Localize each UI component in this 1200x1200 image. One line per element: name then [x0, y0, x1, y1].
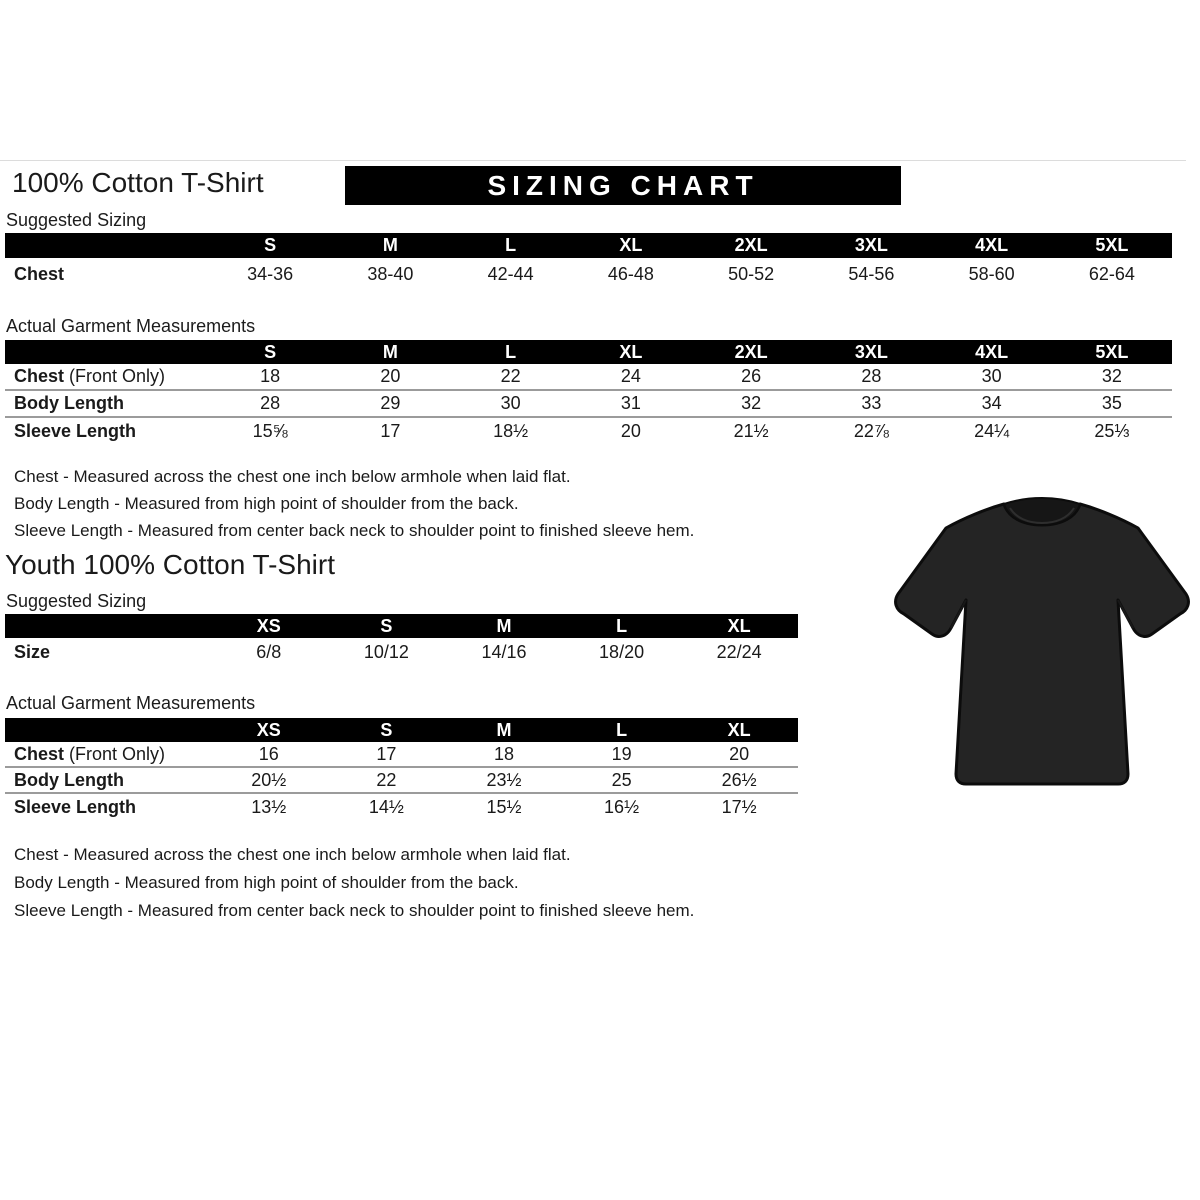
row-label: Sleeve Length — [14, 421, 137, 441]
youth-suggested-header-row — [5, 614, 798, 638]
measurement-value: 30 — [981, 366, 1002, 386]
size-col-header: S — [380, 615, 393, 636]
size-col-header: L — [505, 341, 517, 362]
measurement-value: 58-60 — [968, 264, 1015, 284]
size-col-header: M — [496, 719, 512, 740]
sizing-chart-banner: SIZING CHART — [345, 166, 901, 205]
size-col-header: XS — [256, 615, 281, 636]
measurement-value: 21½ — [733, 421, 769, 441]
row-label: Chest (Front Only) — [14, 743, 166, 764]
chest-note: Chest - Measured across the chest one inch below armhole when laid flat. — [14, 845, 571, 864]
adult-suggested-section-label: Suggested Sizing — [6, 210, 147, 230]
adult-garment-section-label: Actual Garment Measurements — [6, 316, 256, 336]
adult-suggested-header-row — [5, 233, 1172, 258]
measurement-value: 30 — [500, 393, 521, 413]
measurement-value: 17 — [376, 743, 397, 764]
measurement-value: 46-48 — [607, 264, 654, 284]
size-col-header: 3XL — [854, 341, 888, 362]
measurement-value: 32 — [1101, 366, 1122, 386]
row-label: Body Length — [14, 393, 124, 413]
size-col-header: XL — [619, 341, 643, 362]
top-divider-line — [0, 160, 1186, 161]
size-col-header: M — [382, 235, 398, 255]
measurement-value: 6/8 — [256, 642, 282, 662]
size-col-header: M — [496, 615, 512, 636]
measurement-value: 38-40 — [367, 264, 414, 284]
measurement-value: 33 — [861, 393, 882, 413]
measurement-value: 22 — [500, 366, 521, 386]
measurement-value: 35 — [1101, 393, 1122, 413]
size-col-header: S — [264, 235, 277, 255]
measurement-value: 31 — [620, 393, 641, 413]
measurement-value: 22/24 — [716, 642, 762, 662]
measurement-value: 10/12 — [363, 642, 409, 662]
adult-measure-notes — [14, 463, 694, 544]
row-label: Chest (Front Only) — [14, 366, 166, 386]
measurement-value: 14/16 — [481, 642, 527, 662]
measurement-value: 28 — [861, 366, 882, 386]
youth-size-row — [5, 638, 798, 667]
measurement-value: 18 — [493, 743, 514, 764]
measurement-value: 24 — [620, 366, 641, 386]
measurement-value: 13½ — [251, 796, 287, 817]
measurement-value: 24¼ — [974, 421, 1010, 441]
size-col-header: 3XL — [854, 235, 888, 255]
youth-section-title: Youth 100% Cotton T-Shirt — [5, 549, 335, 580]
size-col-header: 2XL — [734, 341, 768, 362]
measurement-value: 34-36 — [247, 264, 294, 284]
measurement-value: 42-44 — [487, 264, 534, 284]
measurement-value: 62-64 — [1088, 264, 1135, 284]
measurement-value: 26 — [741, 366, 762, 386]
measurement-value: 54-56 — [848, 264, 895, 284]
youth-garment-body-length-row — [5, 768, 798, 794]
size-col-header: L — [505, 235, 517, 255]
measurement-value: 50-52 — [728, 264, 775, 284]
measurement-value: 18 — [260, 366, 281, 386]
size-col-header: XL — [619, 235, 643, 255]
measurement-value: 18½ — [493, 421, 529, 441]
measurement-value: 20 — [380, 366, 401, 386]
measurement-value: 14½ — [368, 796, 404, 817]
measurement-value: 15⅝ — [252, 421, 288, 441]
chest-note: Chest - Measured across the chest one inch below armhole when laid flat. — [14, 467, 571, 486]
measurement-value: 20½ — [251, 769, 287, 790]
adult-garment-header-row — [5, 340, 1172, 364]
size-col-header: XS — [256, 719, 281, 740]
measurement-value: 19 — [611, 743, 632, 764]
size-col-header: 5XL — [1095, 235, 1129, 255]
adult-garment-body-length-row — [5, 391, 1172, 418]
tshirt-body — [896, 504, 1189, 784]
measurement-value: 20 — [729, 743, 750, 764]
size-col-header: 4XL — [975, 341, 1009, 362]
size-col-header: L — [616, 615, 628, 636]
measurement-value: 34 — [981, 393, 1002, 413]
size-col-header: S — [380, 719, 393, 740]
measurement-value: 28 — [260, 393, 281, 413]
measurement-value: 22 — [376, 769, 397, 790]
size-col-header: 4XL — [975, 235, 1009, 255]
measurement-value: 18/20 — [599, 642, 645, 662]
size-col-header: XL — [727, 615, 751, 636]
measurement-value: 16½ — [604, 796, 640, 817]
size-col-header: 2XL — [734, 235, 768, 255]
measurement-value: 25 — [611, 769, 632, 790]
youth-garment-header-row — [5, 718, 798, 742]
measurement-value: 26½ — [721, 769, 757, 790]
page-title: 100% Cotton T-Shirt — [12, 167, 264, 198]
body-length-note: Body Length - Measured from high point of shoulder from the back. — [14, 873, 519, 892]
adult-garment-chest-row — [5, 364, 1172, 391]
size-col-header: XL — [727, 719, 751, 740]
sleeve-length-note: Sleeve Length - Measured from center back neck to shoulder point to finished sleeve hem. — [14, 901, 695, 920]
adult-suggested-table — [5, 233, 1172, 291]
row-label: Size — [14, 642, 51, 662]
measurement-value: 15½ — [486, 796, 522, 817]
youth-suggested-section-label: Suggested Sizing — [6, 591, 147, 611]
size-col-header: S — [264, 341, 277, 362]
youth-measure-notes — [14, 841, 694, 925]
measurement-value: 32 — [741, 393, 762, 413]
measurement-value: 22⅞ — [853, 421, 889, 441]
row-label: Sleeve Length — [14, 796, 137, 817]
youth-suggested-table — [5, 614, 798, 667]
row-label: Body Length — [14, 769, 124, 790]
youth-garment-sleeve-length-row — [5, 794, 798, 820]
adult-chest-row — [5, 258, 1172, 291]
sleeve-length-note: Sleeve Length - Measured from center back neck to shoulder point to finished sleeve hem. — [14, 521, 695, 540]
measurement-value: 20 — [620, 421, 641, 441]
size-col-header: M — [382, 341, 398, 362]
row-label: Chest — [14, 264, 65, 284]
measurement-value: 16 — [258, 743, 279, 764]
youth-garment-section-label: Actual Garment Measurements — [6, 693, 256, 713]
body-length-note: Body Length - Measured from high point of shoulder from the back. — [14, 494, 519, 513]
measurement-value: 17 — [380, 421, 401, 441]
measurement-value: 23½ — [486, 769, 522, 790]
youth-garment-table — [5, 718, 798, 820]
size-col-header: L — [616, 719, 628, 740]
measurement-value: 17½ — [721, 796, 757, 817]
size-col-header: 5XL — [1095, 341, 1129, 362]
adult-garment-table — [5, 340, 1172, 445]
measurement-value: 25⅓ — [1094, 421, 1130, 441]
youth-garment-chest-row — [5, 742, 798, 768]
adult-garment-sleeve-length-row — [5, 418, 1172, 445]
tshirt-image — [892, 486, 1192, 804]
measurement-value: 29 — [380, 393, 401, 413]
